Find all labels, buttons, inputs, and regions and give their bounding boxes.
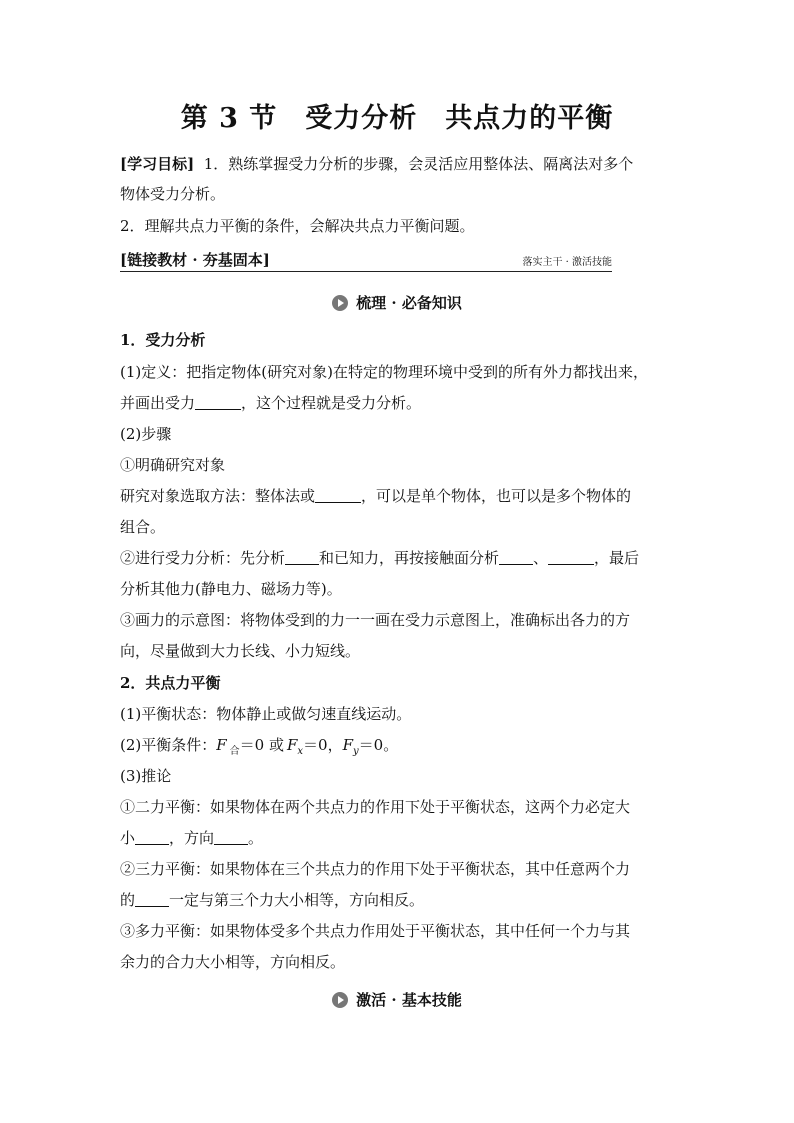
fill-blank [499,550,533,565]
title-section-number: 第 3 节 [180,103,278,134]
step1-line-2: 组合。 [120,518,166,536]
fill-blank [135,892,169,907]
section-heading-1: 梳理 · 必备知识 [0,292,794,313]
definition-line-1: (1)定义：把指定物体(研究对象)在特定的物理环境中受到的所有外力都找出来， [120,363,648,381]
fill-blank [315,488,361,503]
header-bar-left: [链接教材 · 夯基固本] [120,251,270,269]
step1-line-1: 研究对象选取方法：整体法或 ，可以是单个物体，也可以是多个物体的 [120,487,632,505]
page-title [0,96,794,135]
play-circle-icon [332,295,348,311]
step3-line-1: ③画力的示意图：将物体受到的力一一画在受力示意图上，准确标出各力的方 [120,611,631,629]
title-topic-1: 受力分析 [305,103,418,134]
fill-blank [135,830,169,845]
equilibrium-condition: (2)平衡条件：F $_合$＝0 或 $F_x=0$，$F_y=0$。 [120,736,399,757]
inference-heading: (3)推论 [120,767,172,785]
heading-equilibrium: 2．共点力平衡 [120,674,221,692]
equilibrium-state: (1)平衡状态：物体静止或做匀速直线运动。 [120,705,412,723]
section-heading-2: 激活 · 基本技能 [0,989,794,1010]
step3-line-2: 向，尽量做到大力长线、小力短线。 [120,642,361,660]
header-bar-right: 落实主干 · 激活技能 [522,257,612,268]
heading-force-analysis: 1．受力分析 [120,331,206,349]
inference2-line-2: 的 一定与第三个力大小相等，方向相反。 [120,891,425,909]
fill-blank [285,550,319,565]
definition-line-2: 并画出受力 ，这个过程就是受力分析。 [120,394,422,412]
objective-line-1: [学习目标] 1．熟练掌握受力分析的步骤，会灵活应用整体法、隔离法对多个 [120,155,634,173]
fill-blank [214,830,248,845]
inference3-line-2: 余力的合力大小相等，方向相反。 [120,953,346,971]
section-header-bar [120,249,612,272]
fill-blank [548,550,594,565]
objective-line-2: 物体受力分析。 [120,185,226,203]
steps-heading: (2)步骤 [120,425,172,443]
inference2-line-1: ②三力平衡：如果物体在三个共点力的作用下处于平衡状态，其中任意两个力 [120,860,631,878]
play-circle-icon [332,992,348,1008]
step2-line-1: ②进行受力分析：先分析 和已知力，再按接触面分析 、 ，最后 [120,549,640,567]
inference1-line-1: ①二力平衡：如果物体在两个共点力的作用下处于平衡状态，这两个力必定大 [120,798,631,816]
inference3-line-1: ③多力平衡：如果物体受多个共点力作用处于平衡状态，其中任何一个力与其 [120,922,631,940]
step2-line-2: 分析其他力(静电力、磁场力等)。 [120,580,342,598]
step1-heading: ①明确研究对象 [120,456,226,474]
inference1-line-2: 小 ，方向 。 [120,829,264,847]
objective-line-3: 2．理解共点力平衡的条件，会解决共点力平衡问题。 [120,217,475,235]
title-topic-2: 共点力的平衡 [445,103,614,134]
objectives-label: [学习目标] [120,155,195,173]
fill-blank [195,395,241,410]
